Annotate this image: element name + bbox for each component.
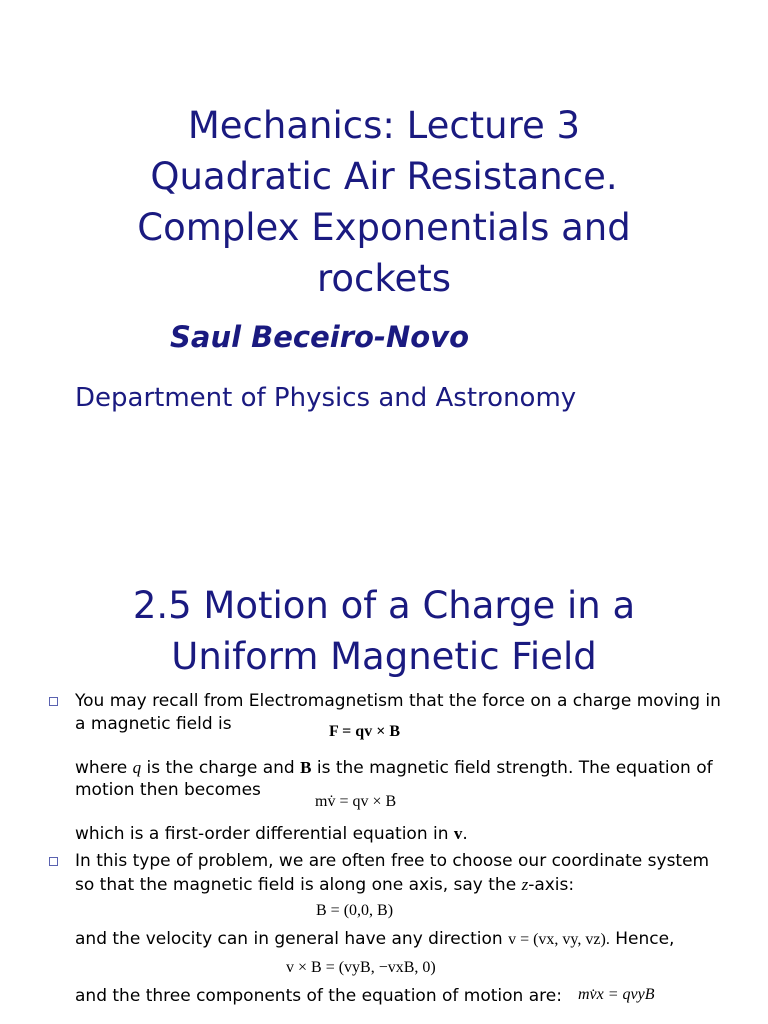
bullet1-line1: You may recall from Electromagnetism that the force on a charge moving in [75,691,721,711]
lecture-title-line: Mechanics: Lecture 3 [187,104,581,147]
text-run: . [462,824,468,844]
bullet2-line1: In this type of problem, we are often free to choose our coordinate system [75,851,710,871]
lecture-title-line: Quadratic Air Resistance. [150,155,618,198]
symbol-B: B [300,758,312,777]
text-run: is the charge and [141,758,301,778]
section-title-line: Uniform Magnetic Field [171,635,597,678]
bullet2-velocity-line [75,928,674,951]
text-run: and the velocity can in general have any direction [75,929,509,949]
text-run: -axis: [528,875,575,895]
bullet1-motion-line: motion then becomes [75,780,261,800]
text-run: so that the magnetic field is along one axis, say the [75,875,522,895]
text-run: is the magnetic field strength. The equation of [311,758,713,778]
bullet2-line2 [75,873,574,897]
author-name: Saul Beceiro-Novo [170,320,469,354]
text-run: where [75,758,133,778]
department: Department of Physics and Astronomy [75,383,577,413]
equation-component-x: mv̇x = qvyB [578,986,655,1003]
bullet2-components-line: and the three components of the equation of motion are: [75,986,562,1006]
text-run: Hence, [609,929,675,949]
bullet-square-icon [49,697,58,706]
symbol-q: q [132,758,142,777]
bullet1-first-order [75,822,468,846]
section-title [0,580,768,682]
symbol-z: z [521,875,529,894]
lecture-title-line: rockets [316,257,452,300]
equation-velocity: v = (vx, vy, vz). [508,931,610,948]
lecture-title-line: Complex Exponentials and [137,206,631,249]
bullet1-where-line [75,756,713,780]
section-title-line: 2.5 Motion of a Charge in a [132,584,636,627]
bullet-square-icon [49,857,58,866]
equation-of-motion: mv̇ = qv × B [315,793,397,810]
equation-cross-product: v × B = (vyB, −vxB, 0) [286,959,436,976]
text-run: which is a first-order differential equation in [75,824,454,844]
bullet1-line2: a magnetic field is [75,714,232,734]
lecture-title [0,100,768,304]
symbol-v: v [453,824,463,843]
equation-lorentz-force: F = qv × B [329,723,400,740]
equation-field-vector: B = (0,0, B) [316,902,394,919]
